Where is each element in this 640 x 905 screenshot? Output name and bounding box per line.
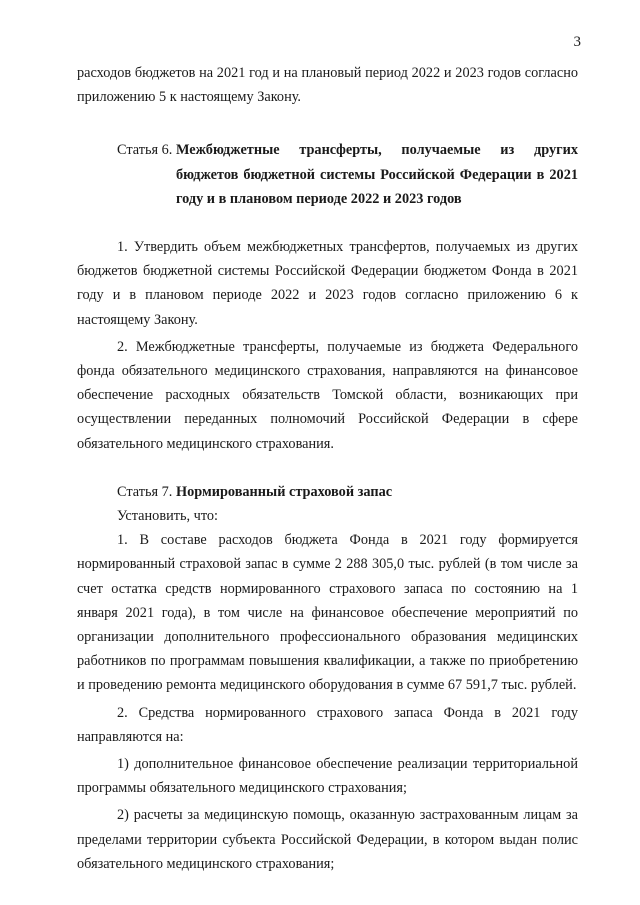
article-7-label: Статья 7.	[117, 483, 176, 500]
page-number: 3	[573, 34, 581, 50]
article-6-heading	[77, 138, 578, 211]
article-7-title: Нормированный страховой запас	[175, 483, 393, 500]
article-7-paragraph-2: 2. Средства нормированного страхового запаса Фонда в 2021 году направляются на:	[77, 704, 578, 745]
article-7-paragraph-1: 1. В составе расходов бюджета Фонда в 2021 году формируется нормированный страховой запас в сумме 2 288 305,0 тыс. рублей (в том числе за счет остатка средств нормированного страхового запаса по состоянию на 1 января 2021 года), в том числе на финансовое обеспечение мероприятий по организации дополнительного профессионального образования медицинских работников по программам повышения квалификации, а также по приобретению и проведению ремонта медицинского оборудования в сумме 67 591,7 тыс. рублей.	[77, 532, 578, 694]
article-6-paragraph-2: 2. Межбюджетные трансферты, получаемые из бюджета Федерального фонда обязательного медицинского страхования, направляются на финансовое обеспечение расходных обязательств Томской области, возникающих при осуществлении переданных полномочий Российской Федерации в сфере обязательного медицинского страхования.	[77, 338, 578, 452]
article-6-label: Статья 6.	[117, 142, 176, 159]
intro-paragraph: расходов бюджетов на 2021 год и на плановый период 2022 и 2023 годов согласно приложению 5 к настоящему Закону.	[77, 65, 578, 106]
article-7-heading	[77, 480, 578, 504]
article-7-paragraph-intro: Установить, что:	[117, 508, 219, 525]
article-6-paragraph-1: 1. Утвердить объем межбюджетных трансфертов, получаемых из других бюджетов бюджетной системы Российской Федерации бюджетом Фонда в 2021 году и в плановом периоде 2022 и 2023 годов согласно приложению 6 к настоящему Закону.	[77, 239, 578, 328]
document-body	[77, 61, 578, 876]
article-7-list-item-1: 1) дополнительное финансовое обеспечение реализации территориальной программы обязательного медицинского страхования;	[77, 756, 578, 797]
article-6-title: Межбюджетные трансферты, получаемые из других бюджетов бюджетной системы Российской Федерации в 2021 году и в плановом периоде 2022 и 2023 годов	[175, 142, 578, 207]
article-7-list-item-2: 2) расчеты за медицинскую помощь, оказанную застрахованным лицам за пределами территории субъекта Российской Федерации, в котором выдан полис обязательного медицинского страхования;	[77, 807, 578, 872]
